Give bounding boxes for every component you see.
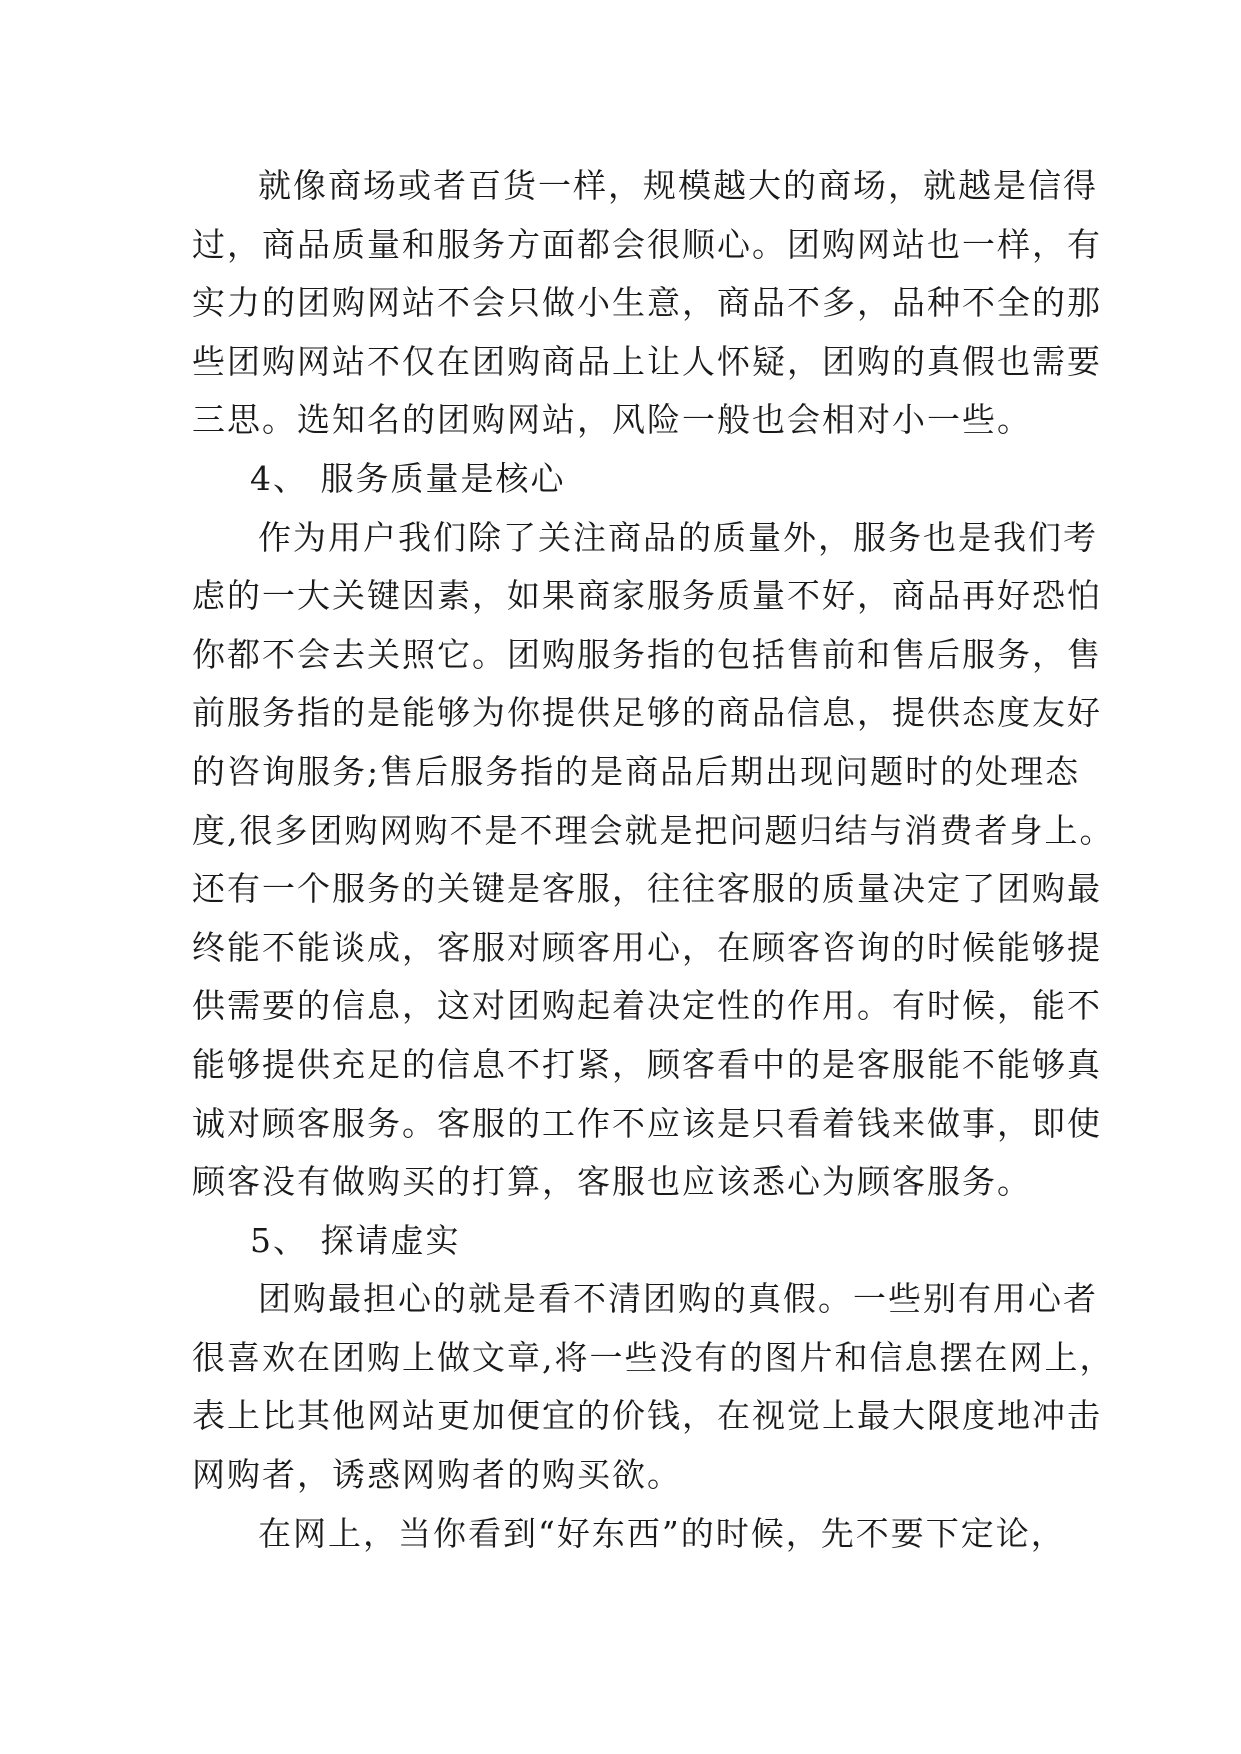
- paragraph-line: 实力的团购网站不会只做小生意，商品不多，品种不全的那: [192, 283, 1102, 323]
- section-heading-5: 5、 探请虚实: [250, 1220, 461, 1260]
- paragraph-line: 作为用户我们除了关注商品的质量外，服务也是我们考: [258, 517, 1098, 557]
- paragraph-line: 表上比其他网站更加便宜的价钱，在视觉上最大限度地冲击: [192, 1396, 1102, 1436]
- paragraph-line: 就像商场或者百货一样，规模越大的商场，就越是信得: [258, 166, 1098, 205]
- paragraph-line: 虑的一大关键因素，如果商家服务质量不好，商品再好恐怕: [192, 576, 1102, 616]
- paragraph-line: 顾客没有做购买的打算，客服也应该悉心为顾客服务。: [192, 1162, 1032, 1202]
- paragraph: [192, 509, 1115, 1212]
- section-heading-4: 4、 服务质量是核心: [250, 458, 566, 498]
- paragraph-line: 些团购网站不仅在团购商品上让人怀疑，团购的真假也需要: [192, 341, 1102, 381]
- paragraph-line: 很喜欢在团购上做文章,将一些没有的图片和信息摆在网上，: [192, 1337, 1115, 1377]
- paragraph-line: 三思。选知名的团购网站，风险一般也会相对小一些。: [192, 400, 1032, 440]
- paragraph-line: 在网上，当你看到“好东西”的时候，先不要下定论，: [258, 1513, 1066, 1553]
- paragraph-line: 还有一个服务的关键是客服，往往客服的质量决定了团购最: [192, 869, 1102, 909]
- paragraph-line: 诚对顾客服务。客服的工作不应该是只看着钱来做事，即使: [192, 1103, 1102, 1143]
- paragraph-line: 网购者，诱惑网购者的购买欲。: [192, 1455, 682, 1495]
- paragraph-line: 终能不能谈成，客服对顾客用心，在顾客咨询的时候能够提: [192, 927, 1102, 967]
- paragraph-line: 过，商品质量和服务方面都会很顺心。团购网站也一样，有: [192, 224, 1102, 264]
- paragraph: [192, 1505, 1066, 1564]
- paragraph-line: 的咨询服务;售后服务指的是商品后期出现问题时的处理态: [192, 751, 1081, 791]
- paragraph: [192, 1270, 1115, 1504]
- paragraph-line: 团购最担心的就是看不清团购的真假。一些别有用心者: [258, 1279, 1098, 1319]
- paragraph-line: 供需要的信息，这对团购起着决定性的作用。有时候，能不: [192, 986, 1102, 1026]
- paragraph-line: 你都不会去关照它。团购服务指的包括售前和售后服务，售: [192, 634, 1102, 674]
- paragraph-line: 能够提供充足的信息不打紧，顾客看中的是客服能不能够真: [192, 1044, 1102, 1084]
- paragraph-line: 前服务指的是能够为你提供足够的商品信息，提供态度友好: [192, 693, 1102, 733]
- document-body: [192, 157, 1115, 1563]
- paragraph-line: 度,很多团购网购不是不理会就是把问题归结与消费者身上。: [192, 810, 1115, 850]
- paragraph: [192, 157, 1102, 450]
